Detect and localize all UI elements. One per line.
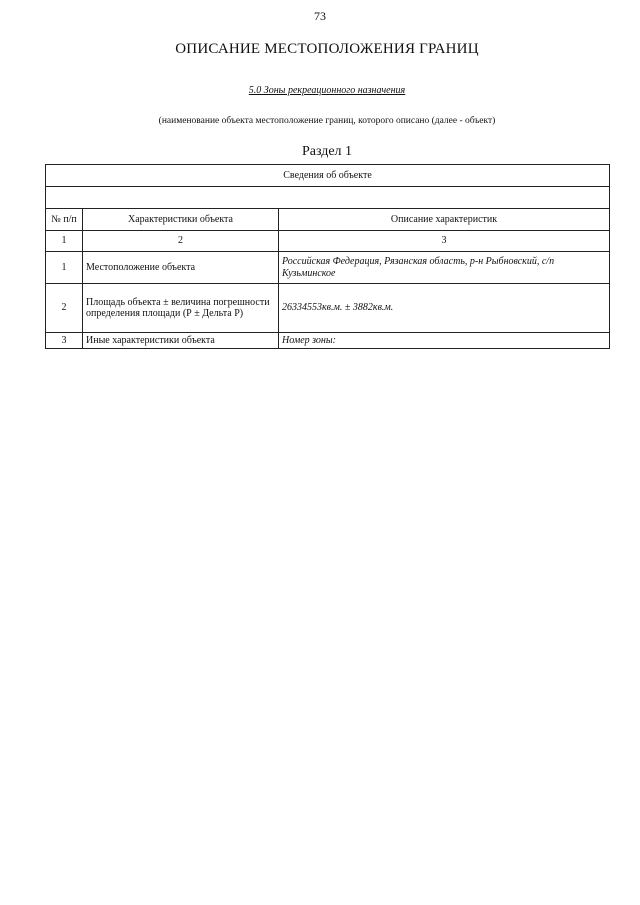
- row-number: 3: [46, 333, 83, 349]
- document-title: ОПИСАНИЕ МЕСТОПОЛОЖЕНИЯ ГРАНИЦ: [175, 41, 479, 57]
- table-empty-row: [46, 187, 610, 209]
- row-description: Номер зоны:: [279, 333, 610, 349]
- table-row: [46, 252, 610, 284]
- header-characteristic: Характеристики объекта: [83, 209, 279, 231]
- zone-name: 5.0 Зоны рекреационного назначения: [248, 85, 406, 96]
- section-title: Раздел 1: [301, 144, 353, 159]
- index-cell: 3: [279, 231, 610, 252]
- row-description: Российская Федерация, Рязанская область, р-н Рыбновский, с/п Кузьминское: [279, 252, 610, 284]
- index-cell: 1: [46, 231, 83, 252]
- row-characteristic: Местоположение объекта: [83, 252, 279, 284]
- row-number: 2: [46, 284, 83, 333]
- table-header-row: [46, 209, 610, 231]
- object-info-table: [45, 164, 610, 349]
- index-cell: 2: [83, 231, 279, 252]
- row-characteristic: Иные характеристики объекта: [83, 333, 279, 349]
- page-number: 73: [314, 9, 326, 23]
- table-row: [46, 333, 610, 349]
- header-number: № п/п: [46, 209, 83, 231]
- table-title: Сведения об объекте: [46, 165, 610, 187]
- row-number: 1: [46, 252, 83, 284]
- row-characteristic: Площадь объекта ± величина погрешности определения площади (Р ± Дельта Р): [83, 284, 279, 333]
- object-caption: (наименование объекта местоположение границ, которого описано (далее - объект): [158, 116, 496, 126]
- table-index-row: [46, 231, 610, 252]
- header-description: Описание характеристик: [279, 209, 610, 231]
- table-row: [46, 284, 610, 333]
- row-description: 26334553кв.м. ± 3882кв.м.: [279, 284, 610, 333]
